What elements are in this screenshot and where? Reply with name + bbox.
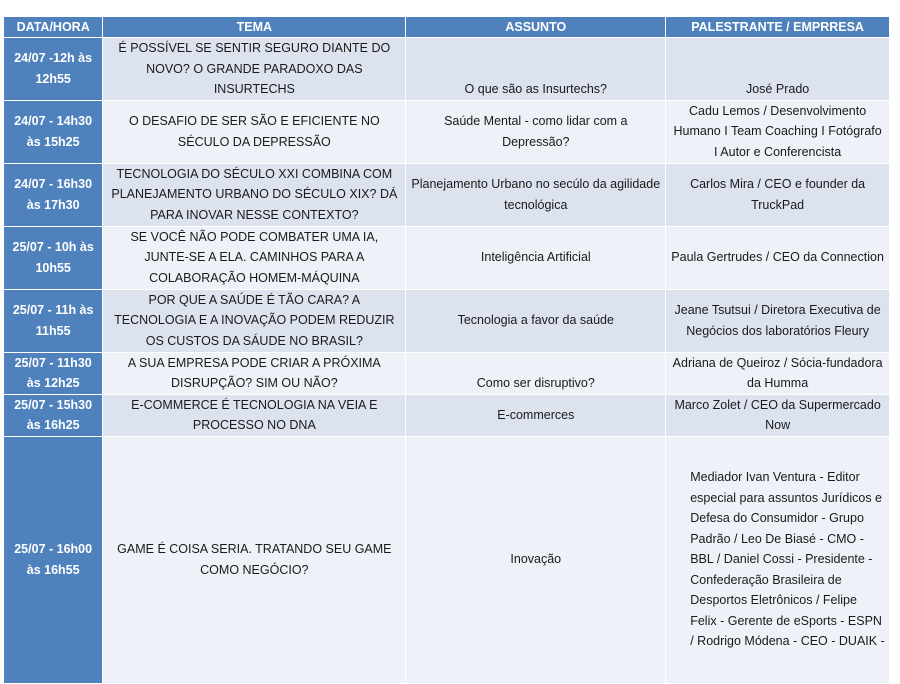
header-topic: TEMA xyxy=(103,17,405,37)
row-topic: GAME É COISA SERIA. TRATANDO SEU GAME COMO NEGÓCIO? xyxy=(103,437,405,683)
row-subject: Como ser disruptivo? xyxy=(406,353,665,394)
row-datetime: 25/07 - 15h30 às 16h25 xyxy=(4,395,102,436)
row-topic: SE VOCÊ NÃO PODE COMBATER UMA IA, JUNTE-SE A ELA. CAMINHOS PARA A COLABORAÇÃO HOMEM-MÁQUINA xyxy=(103,227,405,289)
row-topic: A SUA EMPRESA PODE CRIAR A PRÓXIMA DISRUPÇÃO? SIM OU NÃO? xyxy=(103,353,405,394)
table-row xyxy=(4,227,889,289)
row-subject: Inovação xyxy=(406,437,665,683)
table-row xyxy=(4,353,889,394)
table-row xyxy=(4,437,889,683)
row-topic: POR QUE A SAÚDE É TÃO CARA? A TECNOLOGIA E A INOVAÇÃO PODEM REDUZIR OS CUSTOS DA SÁUDE NO BRASIL? xyxy=(103,290,405,352)
table-row xyxy=(4,395,889,436)
row-speaker: Adriana de Queiroz / Sócia-fundadora da Humma xyxy=(666,353,889,394)
row-topic: É POSSÍVEL SE SENTIR SEGURO DIANTE DO NOVO? O GRANDE PARADOXO DAS INSURTECHS xyxy=(103,38,405,100)
row-speaker: Mediador Ivan Ventura - Editor especial para assuntos Jurídicos e Defesa do Consumidor - Grupo Padrão / Leo De Biasé - CMO - BBL / Daniel Cossi - Presidente - Confederação Brasileira de Desportos Eletrônicos / Felipe Felix - Gerente de eSports - ESPN / Rodrigo Módena - CEO - DUAIK - xyxy=(666,437,889,683)
header-row xyxy=(4,17,889,37)
row-speaker: Jeane Tsutsui / Diretora Executiva de Negócios dos laboratórios Fleury xyxy=(666,290,889,352)
schedule-table xyxy=(3,16,890,684)
row-speaker: Cadu Lemos / Desenvolvimento Humano I Team Coaching I Fotógrafo I Autor e Conferencista xyxy=(666,101,889,163)
row-subject: Saúde Mental - como lidar com a Depressão? xyxy=(406,101,665,163)
row-datetime: 24/07 - 14h30 às 15h25 xyxy=(4,101,102,163)
row-subject: E-commerces xyxy=(406,395,665,436)
row-subject: Tecnologia a favor da saúde xyxy=(406,290,665,352)
table-row xyxy=(4,290,889,352)
row-topic: TECNOLOGIA DO SÉCULO XXI COMBINA COM PLANEJAMENTO URBANO DO SÉCULO XIX? DÁ PARA INOVAR NESSE CONTEXTO? xyxy=(103,164,405,226)
row-datetime: 24/07 -12h às 12h55 xyxy=(4,38,102,100)
header-subject: ASSUNTO xyxy=(406,17,665,37)
table-row xyxy=(4,164,889,226)
header-speaker: PALESTRANTE / EMPRRESA xyxy=(666,17,889,37)
row-topic: O DESAFIO DE SER SÃO E EFICIENTE NO SÉCULO DA DEPRESSÃO xyxy=(103,101,405,163)
table-row xyxy=(4,38,889,100)
row-speaker: Marco Zolet / CEO da Supermercado Now xyxy=(666,395,889,436)
row-datetime: 25/07 - 10h às 10h55 xyxy=(4,227,102,289)
row-speaker: Carlos Mira / CEO e founder da TruckPad xyxy=(666,164,889,226)
row-topic: E-COMMERCE É TECNOLOGIA NA VEIA E PROCESSO NO DNA xyxy=(103,395,405,436)
row-datetime: 24/07 - 16h30 às 17h30 xyxy=(4,164,102,226)
header-datetime: DATA/HORA xyxy=(4,17,102,37)
row-speaker: Paula Gertrudes / CEO da Connection xyxy=(666,227,889,289)
table-row xyxy=(4,101,889,163)
row-speaker: José Prado xyxy=(666,38,889,100)
row-datetime: 25/07 - 16h00 às 16h55 xyxy=(4,437,102,683)
row-subject: Planejamento Urbano no secúlo da agilidade tecnológica xyxy=(406,164,665,226)
row-subject: Inteligência Artificial xyxy=(406,227,665,289)
row-datetime: 25/07 - 11h30 às 12h25 xyxy=(4,353,102,394)
row-datetime: 25/07 - 11h às 11h55 xyxy=(4,290,102,352)
row-subject: O que são as Insurtechs? xyxy=(406,38,665,100)
